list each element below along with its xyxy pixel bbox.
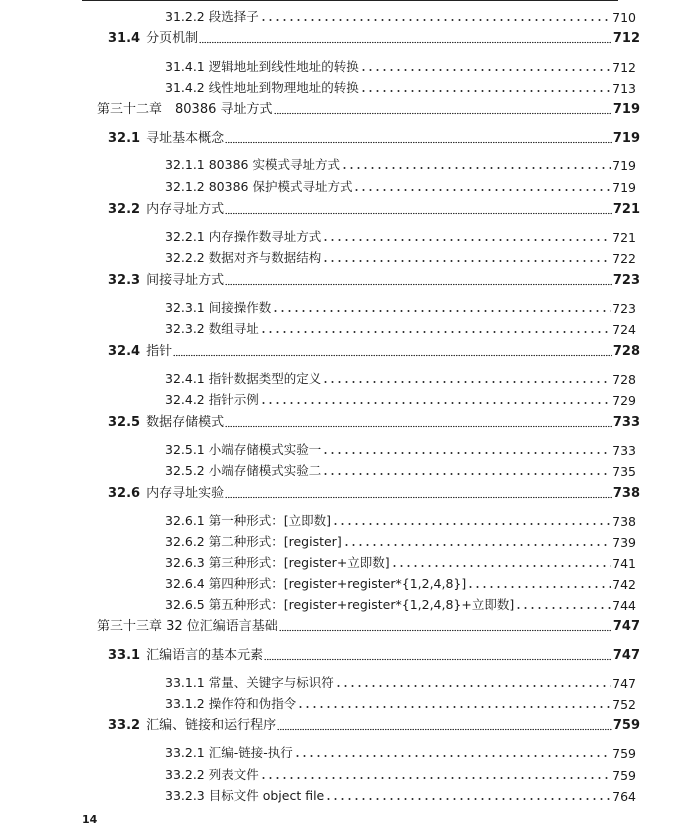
toc-dot-leader	[279, 629, 612, 632]
toc-page-number: 728	[612, 372, 636, 387]
toc-entry-title: 32.5.1 小端存储模式实验一	[165, 442, 322, 457]
toc-entry-title: 32.6.3 第三种形式：[register+立即数]	[165, 555, 390, 570]
toc-dot-leader	[341, 166, 611, 170]
toc-entry[interactable]	[108, 126, 640, 146]
toc-entry-title: 32.5.2 小端存储模式实验二	[165, 463, 322, 478]
toc-page-number: 719	[612, 102, 640, 117]
toc-dot-leader	[335, 684, 611, 688]
toc-section-title: 汇编语言的基本元素	[146, 648, 264, 663]
toc-page-number: 747	[612, 619, 640, 634]
toc-entry[interactable]	[108, 26, 640, 46]
toc-section-title: 分页机制	[146, 31, 199, 46]
toc-dot-leader	[225, 425, 612, 428]
toc-section-title: 内存寻址实验	[146, 486, 225, 501]
toc-entry[interactable]	[165, 5, 636, 25]
toc-entry[interactable]	[165, 593, 636, 613]
toc-entry[interactable]	[165, 459, 636, 479]
toc-dot-leader	[322, 451, 611, 455]
toc-entry-title: 32.1.2 80386 保护模式寻址方式	[165, 179, 353, 194]
toc-page-number: 738	[612, 514, 636, 529]
toc-dot-leader	[343, 543, 611, 547]
toc-page-number: 747	[612, 648, 640, 663]
toc-entry-title: 第三十二章 80386 寻址方式	[97, 102, 273, 117]
toc-entry-title: 32.3.2 数组寻址	[165, 321, 259, 336]
toc-dot-leader	[353, 188, 611, 192]
toc-section-title: 数据存储模式	[146, 415, 225, 430]
toc-dot-leader	[360, 68, 611, 72]
toc-page-number: 738	[612, 486, 640, 501]
toc-page-number: 722	[612, 251, 636, 266]
toc-page-number: 712	[612, 60, 636, 75]
toc-section-number: 31.4	[108, 31, 141, 46]
toc-page-number: 719	[612, 131, 640, 146]
toc-page-number: 735	[612, 464, 636, 479]
toc-section-number: 32.4	[108, 344, 141, 359]
toc-dot-leader	[264, 658, 612, 661]
toc-page-number: 744	[612, 598, 636, 613]
toc-dot-leader	[322, 259, 611, 263]
toc-dot-leader	[391, 564, 611, 568]
toc-page-number: 721	[612, 202, 640, 217]
toc-entry-title: 33.2.3 目标文件 object file	[165, 788, 325, 803]
toc-dot-leader	[173, 354, 612, 357]
toc-entry[interactable]	[165, 572, 636, 592]
toc-entry-title: 33.1.2 操作符和伪指令	[165, 696, 297, 711]
toc-entry[interactable]	[165, 551, 636, 571]
toc-entry-title: 32.1.1 80386 实模式寻址方式	[165, 157, 340, 172]
toc-entry-title: 31.4.2 线性地址到物理地址的转换	[165, 80, 359, 95]
toc-page-number: 747	[612, 676, 636, 691]
toc-dot-leader	[272, 309, 611, 313]
toc-dot-leader	[515, 606, 611, 610]
toc-page-number: 752	[612, 697, 636, 712]
toc-page-number: 739	[612, 535, 636, 550]
toc-entry[interactable]	[165, 225, 636, 245]
toc-dot-leader	[322, 472, 611, 476]
toc-section-title: 内存寻址方式	[146, 202, 225, 217]
toc-dot-leader	[277, 728, 612, 731]
toc-section-title: 汇编、链接和运行程序	[146, 718, 277, 733]
toc-entry-title	[108, 411, 224, 430]
toc-entry-title	[108, 714, 276, 733]
toc-entry[interactable]	[165, 367, 636, 387]
toc-entry[interactable]	[165, 692, 636, 712]
toc-entry-title: 32.6.1 第一种形式：[立即数]	[165, 513, 331, 528]
toc-entry[interactable]	[165, 388, 636, 408]
toc-dot-leader	[332, 522, 611, 526]
toc-entry-title	[108, 644, 263, 663]
toc-dot-leader	[294, 754, 611, 758]
toc-page-number: 759	[612, 718, 640, 733]
toc-page-number: 712	[612, 31, 640, 46]
toc-dot-leader	[297, 705, 611, 709]
toc-page-number: 733	[612, 415, 640, 430]
toc-entry-title: 第三十三章 32 位汇编语言基础	[97, 619, 278, 634]
toc-entry[interactable]	[165, 175, 636, 195]
toc-entry-title: 33.2.1 汇编-链接-执行	[165, 745, 293, 760]
toc-entry[interactable]	[165, 438, 636, 458]
toc-entry[interactable]	[165, 741, 636, 761]
toc-dot-leader	[225, 141, 612, 144]
toc-entry-title: 32.6.2 第二种形式：[register]	[165, 534, 342, 549]
toc-entry-title: 32.2.2 数据对齐与数据结构	[165, 250, 322, 265]
toc-entry-title: 32.2.1 内存操作数寻址方式	[165, 229, 322, 244]
toc-entry[interactable]	[165, 671, 636, 691]
toc-entry[interactable]	[108, 643, 640, 663]
toc-entry-title: 32.6.4 第四种形式：[register+register*{1,2,4,8}]	[165, 576, 467, 591]
toc-page-number: 759	[612, 746, 636, 761]
toc-page-number: 723	[612, 301, 636, 316]
toc-entry-title: 33.2.2 列表文件	[165, 767, 259, 782]
toc-entry-title: 31.4.1 逻辑地址到线性地址的转换	[165, 59, 359, 74]
toc-page-number: 759	[612, 768, 636, 783]
toc-page-number: 719	[612, 158, 636, 173]
toc-entry-title	[108, 340, 172, 359]
toc-page-number: 729	[612, 393, 636, 408]
toc-page-number: 733	[612, 443, 636, 458]
toc-section-title: 间接寻址方式	[146, 273, 225, 288]
toc-dot-leader	[260, 18, 611, 22]
toc-section-number: 32.1	[108, 131, 141, 146]
toc-section-number: 32.3	[108, 273, 141, 288]
toc-section-number: 33.1	[108, 648, 141, 663]
toc-page-number: 719	[612, 180, 636, 195]
toc-dot-leader	[360, 89, 611, 93]
toc-entry[interactable]	[165, 317, 636, 337]
toc-page-number: 764	[612, 789, 636, 804]
toc-entry[interactable]	[165, 76, 636, 96]
toc-entry-title: 32.4.1 指针数据类型的定义	[165, 371, 322, 386]
toc-page-number: 710	[612, 10, 636, 25]
toc-entry[interactable]	[108, 339, 640, 359]
toc-entry-title: 32.3.1 间接操作数	[165, 300, 272, 315]
toc-entry-title: 32.4.2 指针示例	[165, 392, 259, 407]
toc-page-number: 721	[612, 230, 636, 245]
toc-entry[interactable]	[108, 268, 640, 288]
toc-dot-leader	[225, 212, 612, 215]
toc-dot-leader	[225, 283, 612, 286]
toc-entry[interactable]	[165, 509, 636, 529]
toc-section-number: 32.5	[108, 415, 141, 430]
toc-dot-leader	[225, 496, 612, 499]
toc-entry-title: 32.6.5 第五种形式：[register+register*{1,2,4,8}+立即数]	[165, 597, 515, 612]
toc-section-title: 寻址基本概念	[146, 131, 225, 146]
toc-dot-leader	[467, 585, 611, 589]
toc-entry-title	[108, 269, 224, 288]
toc-page-number: 742	[612, 577, 636, 592]
toc-page-number: 741	[612, 556, 636, 571]
toc-entry[interactable]	[108, 713, 640, 733]
toc-section-number: 33.2	[108, 718, 141, 733]
toc-section-number: 32.2	[108, 202, 141, 217]
toc-dot-leader	[325, 797, 611, 801]
toc-entry-title: 33.1.1 常量、关键字与标识符	[165, 675, 334, 690]
toc-dot-leader	[260, 776, 611, 780]
toc-page-number: 728	[612, 344, 640, 359]
toc-entry[interactable]	[165, 784, 636, 804]
page-number: 14	[82, 813, 98, 826]
toc-entry[interactable]	[165, 153, 636, 173]
toc-entry-title	[108, 27, 198, 46]
toc-entry[interactable]	[97, 97, 640, 117]
toc-section-number: 32.6	[108, 486, 141, 501]
toc-entry[interactable]	[108, 481, 640, 501]
toc-page-number: 723	[612, 273, 640, 288]
toc-section-title: 指针	[146, 344, 173, 359]
toc-dot-leader	[199, 41, 612, 44]
top-rule	[82, 0, 618, 1]
toc-entry[interactable]	[97, 614, 640, 634]
toc-page-number: 713	[612, 81, 636, 96]
toc-entry[interactable]	[108, 197, 640, 217]
toc-entry-title	[108, 127, 224, 146]
toc-entry-title	[108, 482, 224, 501]
toc-dot-leader	[322, 238, 611, 242]
toc-dot-leader	[322, 380, 611, 384]
toc-dot-leader	[260, 330, 611, 334]
toc-entry[interactable]	[165, 296, 636, 316]
toc-dot-leader	[260, 401, 611, 405]
toc-entry[interactable]	[165, 763, 636, 783]
toc-page-number: 724	[612, 322, 636, 337]
toc-dot-leader	[274, 112, 612, 115]
toc-entry[interactable]	[165, 246, 636, 266]
toc-entry-title	[108, 198, 224, 217]
toc-entry[interactable]	[165, 55, 636, 75]
toc-entry[interactable]	[165, 530, 636, 550]
toc-entry[interactable]	[108, 410, 640, 430]
toc-entry-title: 31.2.2 段选择子	[165, 9, 259, 24]
